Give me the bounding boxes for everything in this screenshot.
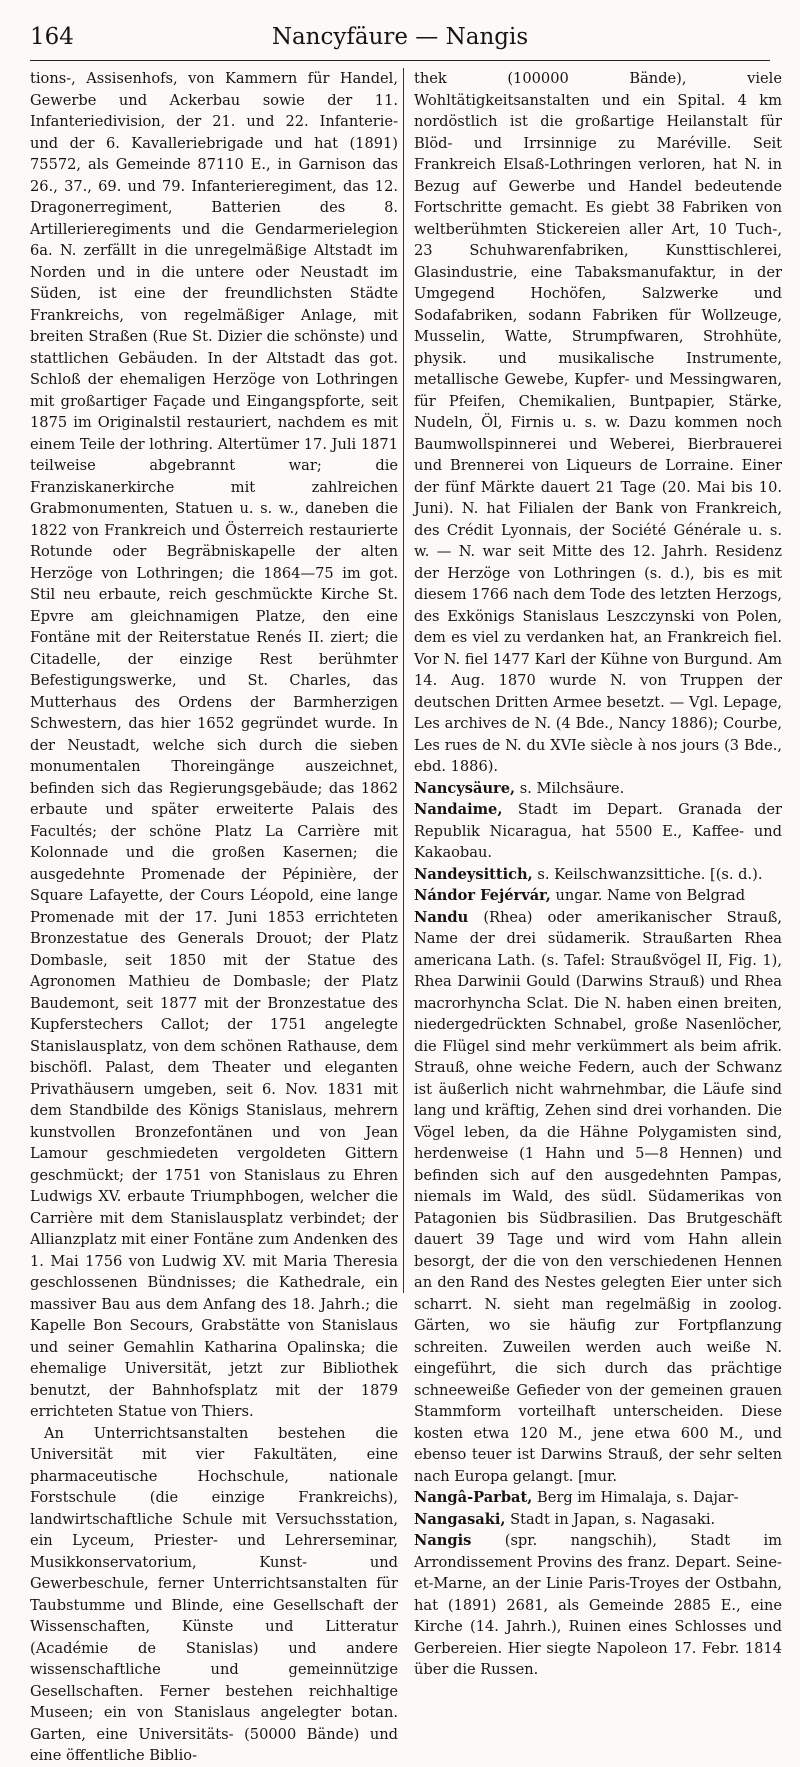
headword: Nandeysittich,	[414, 865, 533, 883]
headword: Nangasaki,	[414, 1510, 506, 1528]
entry-nanga-parbat: Nangâ-Parbat, Berg im Himalaja, s. Dajar-	[414, 1489, 739, 1506]
page-header	[30, 20, 770, 61]
left-column	[30, 68, 398, 1767]
entry-nangis: Nangis (spr. nangschih), Stadt im Arrondissement Provins des franz. Depart. Seine-et-Marne, an der Linie Paris-Troyes der Ostbahn, hat (1891) 2681, als Gemeinde 2885 E., eine Kirche (14. Jahrh.), Ruinen eines Schlosses und Gerbereien. Hier siegte Napoleon 17. Febr. 1814 über die Russen.	[414, 1532, 782, 1678]
column-divider	[403, 68, 404, 1293]
headword: Nancysäure,	[414, 779, 516, 797]
running-title: Nancyfäure — Nangis	[271, 24, 529, 50]
entry-nandaime: Nandaime, Stadt im Depart. Granada der Republik Nicaragua, hat 5500 E., Kaffee- und Kakaobau.	[414, 801, 782, 861]
entry-nandu: Nandu (Rhea) oder amerikanischer Strauß, Name der drei südamerik. Straußarten Rhea americana Lath. (s. Tafel: Straußvögel II, Fig. 1), Rhea Darwinii Gould (Darwins Strauß) und Rhea macrorhyncha Sclat. Die N. haben einen breiten, niedergedrückten Schnabel, große Nasenlöcher, die Flügel sind mehr verkümmert als beim afrik. Strauß, ohne weiche Federn, auch der Schwanz ist äußerlich nicht wahrnehmbar, die Läufe sind lang und kräftig, Zehen sind drei vorhanden. Die Vögel leben, da die Hähne Polygamisten sind, herdenweise (1 Hahn und 5—8 Hennen) und befinden sich auf den ausgedehnten Pampas, niemals im Wald, des südl. Südamerikas von Patagonien bis Südbrasilien. Das Brutgeschäft dauert 39 Tage und wird vom Hahn allein besorgt, der die von den verschiedenen Hennen an den Rand des Nestes gelegten Eier unter sich scharrt. N. sieht man regelmäßig in zoolog. Gärten, wo sie häufig zur Fortpflanzung schreiten. Zuweilen werden auch weiße N. eingeführt, die sich durch das prächtige schneeweiße Gefieder von der gemeinen grauen Stammform vorteilhaft unterscheiden. Diese kosten etwa 120 M., jene etwa 600 M., und ebenso teuer ist Darwins Strauß, der sehr selten nach Europa gelangt. [mur.	[414, 908, 782, 1485]
right-column	[414, 68, 782, 1681]
headword: Nándor Fejérvár,	[414, 887, 551, 904]
entry-nancysaeure: Nancysäure, s. Milchsäure.	[414, 779, 625, 797]
entry-nandor-fejervar: Nándor Fejérvár, ungar. Name von Belgrad	[414, 887, 746, 904]
page-number: 164	[30, 24, 74, 50]
entry-continuation: tions-, Assisenhofs, von Kammern für Handel, Gewerbe und Ackerbau sowie der 11. Infanteriedivision, der 21. und 22. Infanterie- und der 6. Kavalleriebrigade und hat (1891) 75572, als Gemeinde 87110 E., in Garnison das 26., 37., 69. und 79. Infanterieregiment, das 12. Dragonerregiment, Batterien des 8. Artillerieregiments und die Gendarmerielegion 6a. N. zerfällt in die unregelmäßige Altstadt im Norden und in die untere oder Neustadt im Süden, ist eine der freundlichsten Städte Frankreichs, von regelmäßiger Anlage, mit breiten Straßen (Rue St. Dizier die schönste) und stattlichen Gebäuden. In der Altstadt das got. Schloß der ehemaligen Herzöge von Lothringen mit großartiger Façade und Eingangspforte, seit 1875 im Originalstil restauriert, nachdem es mit einem Teile der lothring. Altertümer 17. Juli 1871 teilweise abgebrannt war; die Franziskanerkirche mit zahlreichen Grabmonumenten, Statuen u. s. w., daneben die 1822 von Frankreich und Österreich restaurierte Rotunde oder Begräbniskapelle der alten Herzöge von Lothringen; die 1864—75 im got. Stil neu erbaute, reich geschmückte Kirche St. Epvre am gleichnamigen Platze, den eine Fontäne mit der Reiterstatue Renés II. ziert; die Citadelle, der einzige Rest berühmter Befestigungswerke, und St. Charles, das Mutterhaus des Ordens der Barmherzigen Schwestern, das hier 1652 gegründet wurde. In der Neustadt, welche sich durch die sieben monumentalen Thoreingänge auszeichnet, befinden sich das Regierungsgebäude; das 1862 erbaute und später erweiterte Palais des Facultés; der schöne Platz La Carrière mit Kolonnade und die großen Kasernen; die ausgedehnte Promenade der Pépinière, der Square Lafayette, der Cours Léopold, eine lange Promenade mit der 17. Juni 1853 errichteten Bronzestatue des Generals Drouot; der Platz Dombasle, seit 1850 mit der Statue des Agronomen Mathieu de Dombasle; der Platz Baudemont, seit 1877 mit der Bronzestatue des Kupferstechers Callot; der 1751 angelegte Stanislausplatz, von dem schönen Rathause, dem bischöfl. Palast, dem Theater und eleganten Privathäusern umgeben, seit 6. Nov. 1831 mit dem Standbilde des Königs Stanislaus, mehrern kunstvollen Bronzefontänen und von Jean Lamour geschmiedeten vergoldeten Gittern geschmückt; der 1751 von Stanislaus zu Ehren Ludwigs XV. erbaute Triumphbogen, welcher die Carrière mit dem Stanislausplatz verbindet; der Allianzplatz mit einer Fontäne zum Andenken des 1. Mai 1756 von Ludwig XV. mit Maria Theresia geschlossenen Bündnisses; die Kathedrale, ein massiver Bau aus dem Anfang des 18. Jahrh.; die Kapelle Bon Secours, Grabstätte von Stanislaus und seiner Gemahlin Katharina Opalinska; die ehemalige Universität, jetzt zur Bibliothek benutzt, der Bahnhofsplatz mit der 1879 errichteten Statue von Thiers.	[30, 70, 398, 1420]
headword: Nandaime,	[414, 801, 503, 818]
entry-continuation: thek (100000 Bände), viele Wohltätigkeitsanstalten und ein Spital. 4 km nordöstlich ist die großartige Heilanstalt für Blöd- und Irrsinnige zu Maréville. Seit Frankreich Elsaß-Lothringen verloren, hat N. in Bezug auf Gewerbe und Handel bedeutende Fortschritte gemacht. Es giebt 38 Fabriken von weltberühmten Stickereien aller Art, 10 Tuch-, 23 Schuhwarenfabriken, Kunsttischlerei, Glasindustrie, eine Tabaksmanufaktur, in der Umgegend Hochöfen, Salzwerke und Sodafabriken, sodann Fabriken für Wollzeuge, Musselin, Watte, Strumpfwaren, Strohhüte, physik. und musikalische Instrumente, metallische Gewebe, Kupfer- und Messingwaren, für Pfeifen, Chemikalien, Buntpapier, Stärke, Nudeln, Öl, Firnis u. s. w. Dazu kommen noch Baumwollspinnerei und Weberei, Bierbrauerei und Brennerei von Liqueurs de Lorraine. Einer der fünf Märkte dauert 21 Tage (20. Mai bis 10. Juni). N. hat Filialen der Bank von Frankreich, des Crédit Lyonnais, der Société Générale u. s. w. — N. war seit Mitte des 12. Jahrh. Residenz der Herzöge von Lothringen (s. d.), bis es mit diesem 1766 nach dem Tode des letzten Herzogs, des Exkönigs Stanislaus Leszczynski von Polen, dem es viel zu verdanken hat, an Frankreich fiel. Vor N. fiel 1477 Karl der Kühne von Burgund. Am 14. Aug. 1870 wurde N. von Truppen der deutschen Dritten Armee besetzt. — Vgl. Lepage, Les archives de N. (4 Bde., Nancy 1886); Courbe, Les rues de N. du XVIe siècle à nos jours (3 Bde., ebd. 1886).	[414, 70, 782, 775]
headword: Nangâ-Parbat,	[414, 1489, 533, 1506]
education-paragraph: An Unterrichtsanstalten bestehen die Universität mit vier Fakultäten, eine pharmaceutische Hochschule, nationale Forstschule (die einzige Frankreichs), landwirtschaftliche Schule mit Versuchsstation, ein Lyceum, Priester- und Lehrerseminar, Musikkonservatorium, Kunst- und Gewerbeschule, ferner Unterrichtsanstalten für Taubstumme und Blinde, eine Gesellschaft der Wissenschaften, Künste und Litteratur (Académie de Stanislas) und andere wissenschaftliche und gemeinnützige Gesellschaften. Ferner bestehen reichhaltige Museen; ein von Stanislaus angelegter botan. Garten, eine Universitäts- (50000 Bände) und eine öffentliche Biblio-	[30, 1424, 398, 1764]
entry-nandeysittich: Nandeysittich, s. Keilschwanzsittiche. [(s. d.).	[414, 865, 763, 883]
headword: Nandu	[414, 908, 469, 926]
entry-nangasaki: Nangasaki, Stadt in Japan, s. Nagasaki.	[414, 1510, 716, 1528]
headword: Nangis	[414, 1532, 472, 1549]
